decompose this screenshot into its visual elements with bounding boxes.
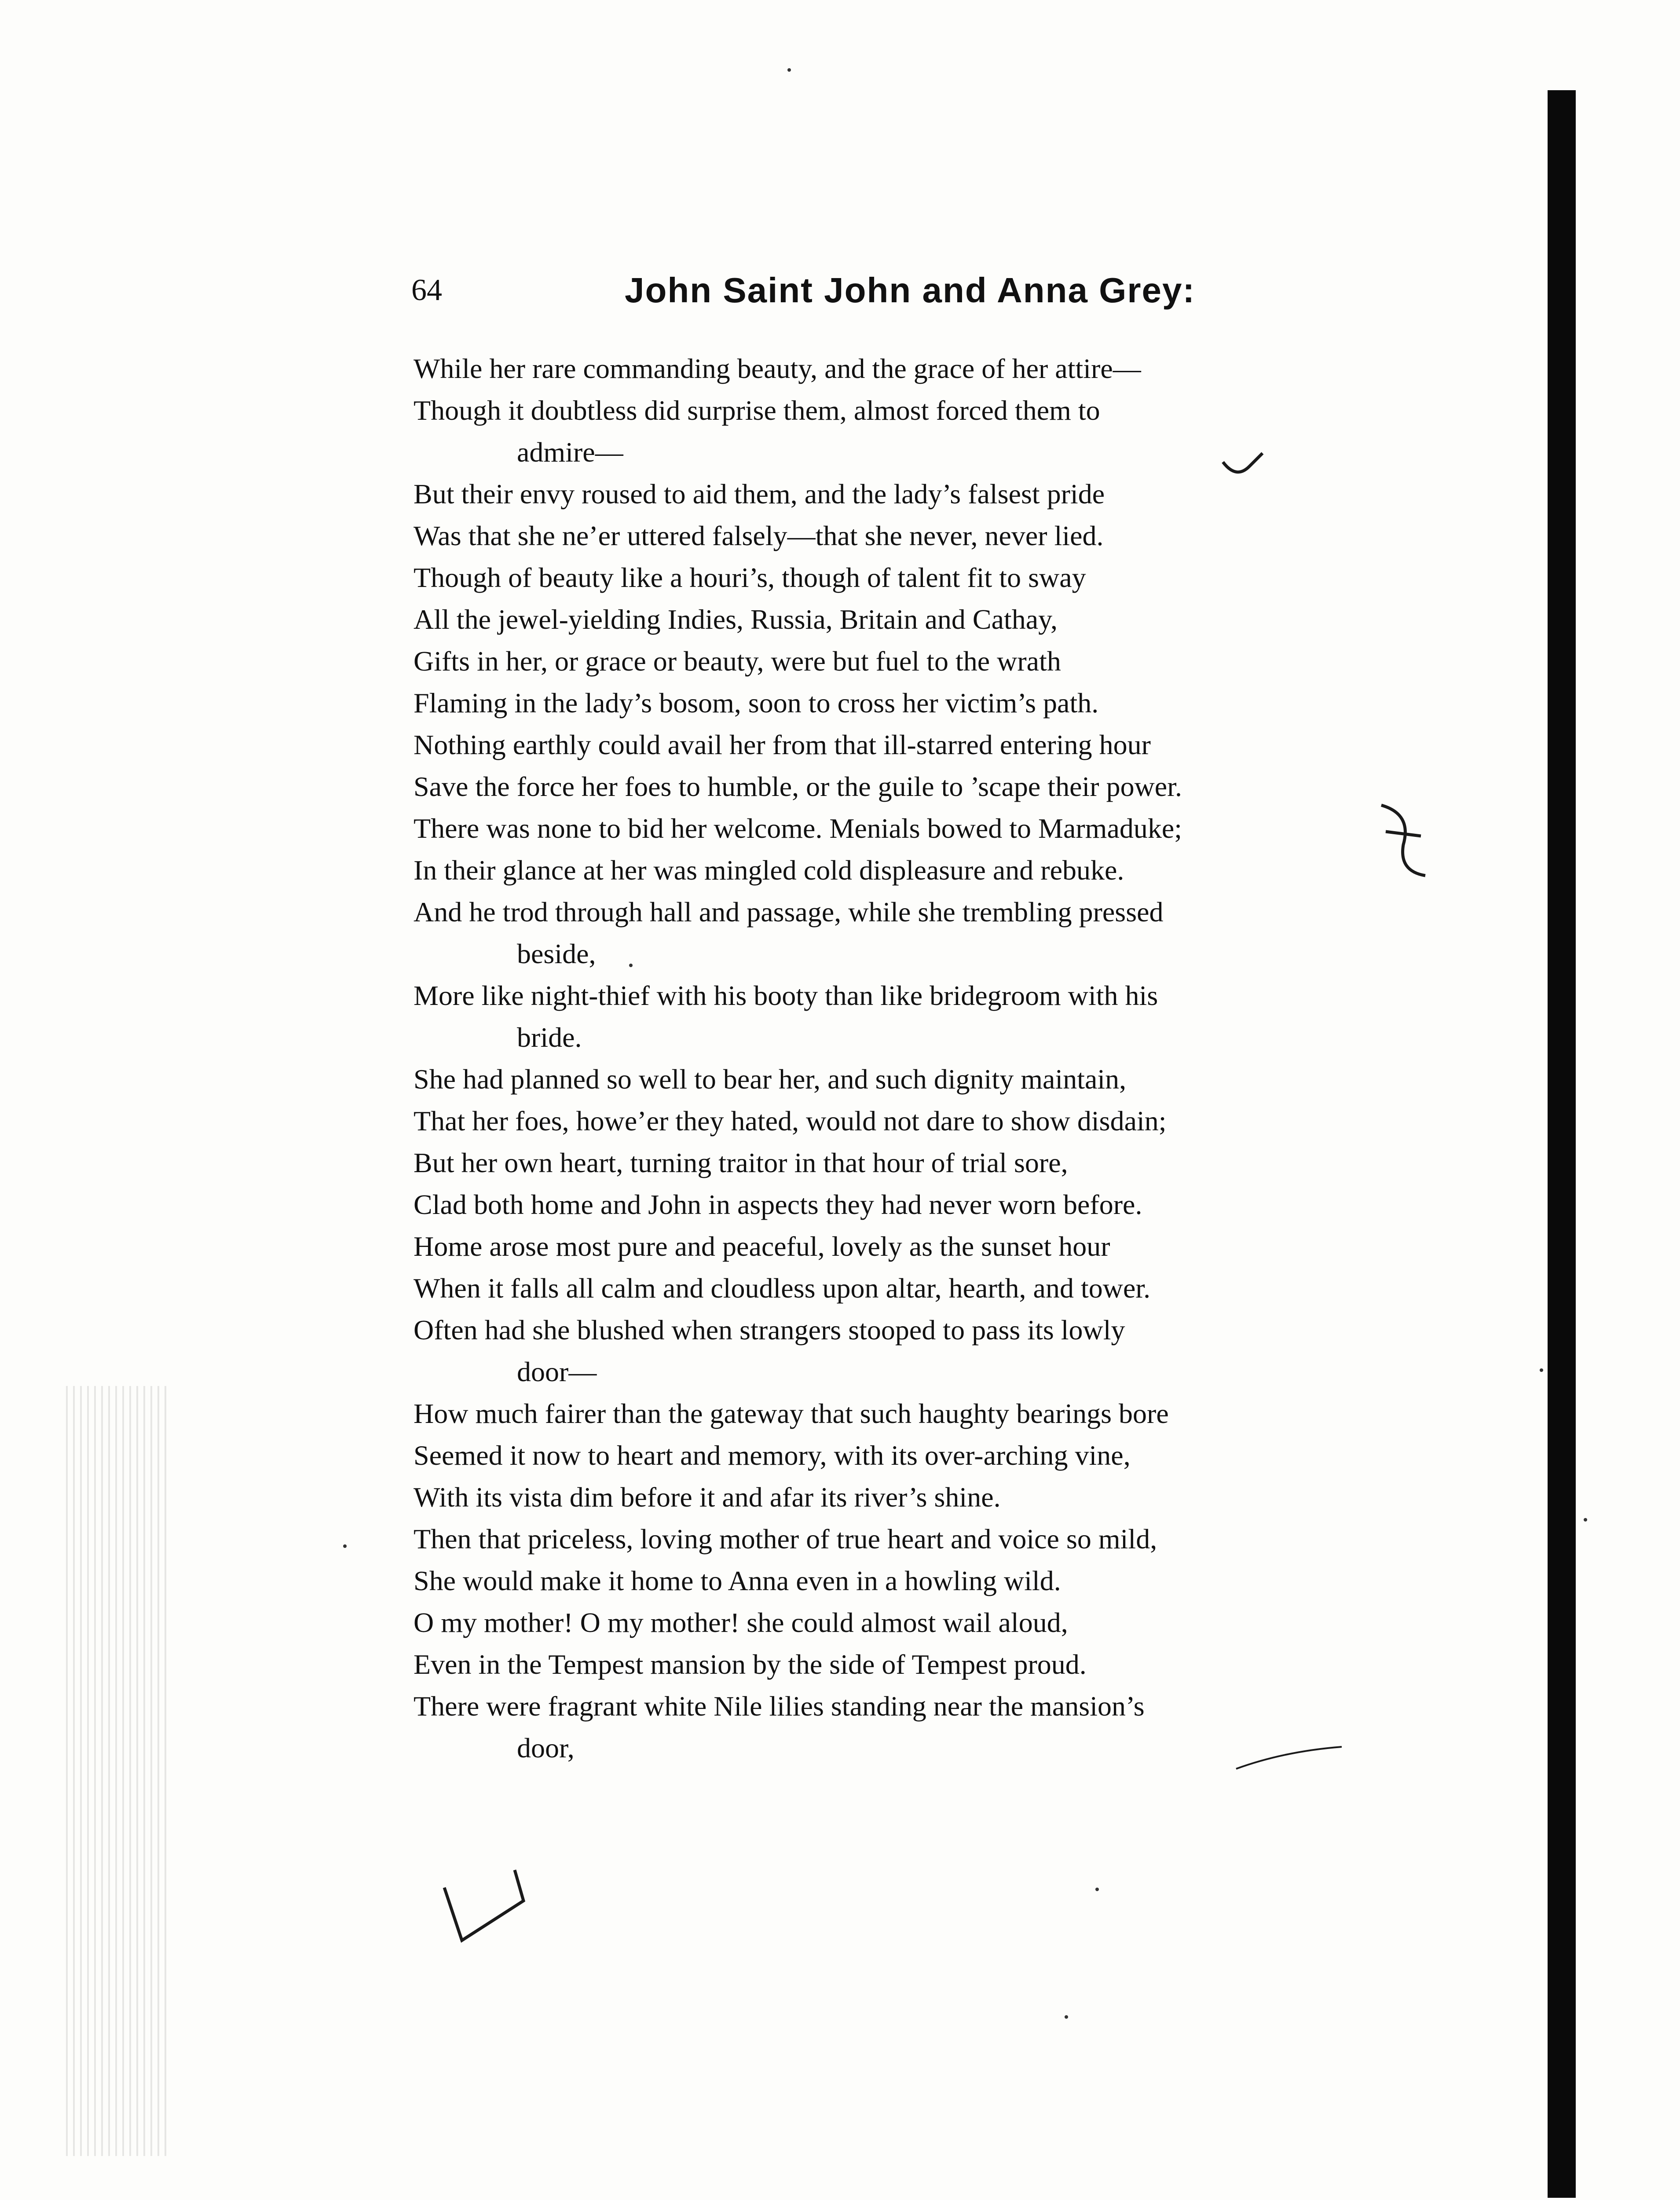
poem-line: door, <box>517 1732 575 1764</box>
poem-line: Seemed it now to heart and memory, with its over-arching vine, <box>414 1440 1131 1471</box>
poem-line: Clad both home and John in aspects they had never worn before. <box>414 1189 1142 1220</box>
poem-line: Home arose most pure and peaceful, lovely as the sunset hour <box>414 1231 1110 1262</box>
poem-line: Was that she ne’er uttered falsely—that she never, never lied. <box>414 520 1104 551</box>
poem-line: admire— <box>517 436 623 468</box>
poem-line: She had planned so well to bear her, and such dignity maintain, <box>414 1063 1127 1095</box>
pencil-stroke <box>1232 1742 1346 1773</box>
check-mark <box>1219 449 1267 484</box>
poem-line: O my mother! O my mother! she could almost wail aloud, <box>414 1607 1068 1638</box>
poem-line: beside, <box>517 938 596 969</box>
poem-line: More like night-thief with his booty than like bridegroom with his <box>414 980 1158 1011</box>
poem-line: Save the force her foes to humble, or the guile to ’scape their power. <box>414 771 1182 802</box>
speck <box>629 964 633 967</box>
poem-line: But their envy roused to aid them, and the lady’s falsest pride <box>414 478 1105 510</box>
poem-line: There was none to bid her welcome. Menials bowed to Marmaduke; <box>414 813 1182 844</box>
poem-line: Gifts in her, or grace or beauty, were but fuel to the wrath <box>414 645 1061 677</box>
poem-line: All the jewel-yielding Indies, Russia, Britain and Cathay, <box>414 604 1058 635</box>
poem-line: There were fragrant white Nile lilies standing near the mansion’s <box>414 1690 1145 1722</box>
page-number: 64 <box>411 273 442 307</box>
speck <box>343 1544 347 1548</box>
binding-shadow <box>1548 90 1576 2198</box>
poem-line: But her own heart, turning traitor in that hour of trial sore, <box>414 1147 1068 1178</box>
poem-line: Often had she blushed when strangers stooped to pass its lowly <box>414 1314 1125 1346</box>
poem-line: While her rare commanding beauty, and the grace of her attire— <box>414 353 1141 384</box>
poem-line: How much fairer than the gateway that such haughty bearings bore <box>414 1398 1169 1429</box>
poem-line: That her foes, howe’er they hated, would not dare to show disdain; <box>414 1105 1167 1137</box>
poem-line: bride. <box>517 1022 582 1053</box>
running-title: John Saint John and Anna Grey: <box>625 271 1196 310</box>
running-head <box>411 268 1467 321</box>
ink-blot <box>1373 796 1434 884</box>
poem-text <box>414 348 1443 1769</box>
poem-line: Though it doubtless did surprise them, almost forced them to <box>414 395 1100 426</box>
check-mark <box>436 1861 532 1949</box>
gutter-noise <box>66 1386 172 2156</box>
speck <box>1065 2015 1068 2019</box>
poem-line: In their glance at her was mingled cold displeasure and rebuke. <box>414 854 1124 886</box>
poem-line: Though of beauty like a houri’s, though of talent fit to sway <box>414 562 1086 593</box>
poem-line: Even in the Tempest mansion by the side of Tempest proud. <box>414 1649 1087 1680</box>
speck <box>1095 1888 1099 1891</box>
speck <box>1540 1368 1543 1372</box>
poem-line: door— <box>517 1356 597 1387</box>
poem-line: Then that priceless, loving mother of true heart and voice so mild, <box>414 1523 1157 1555</box>
poem-line: And he trod through hall and passage, while she trembling pressed <box>414 896 1164 928</box>
poem-line: When it falls all calm and cloudless upon altar, hearth, and tower. <box>414 1272 1151 1304</box>
poem-line: She would make it home to Anna even in a howling wild. <box>414 1565 1061 1596</box>
poem-line: Flaming in the lady’s bosom, soon to cross her victim’s path. <box>414 687 1099 719</box>
speck <box>1584 1518 1587 1522</box>
speck <box>787 68 791 72</box>
poem-line: Nothing earthly could avail her from that ill-starred entering hour <box>414 729 1151 760</box>
poem-line: With its vista dim before it and afar its river’s shine. <box>414 1481 1001 1513</box>
